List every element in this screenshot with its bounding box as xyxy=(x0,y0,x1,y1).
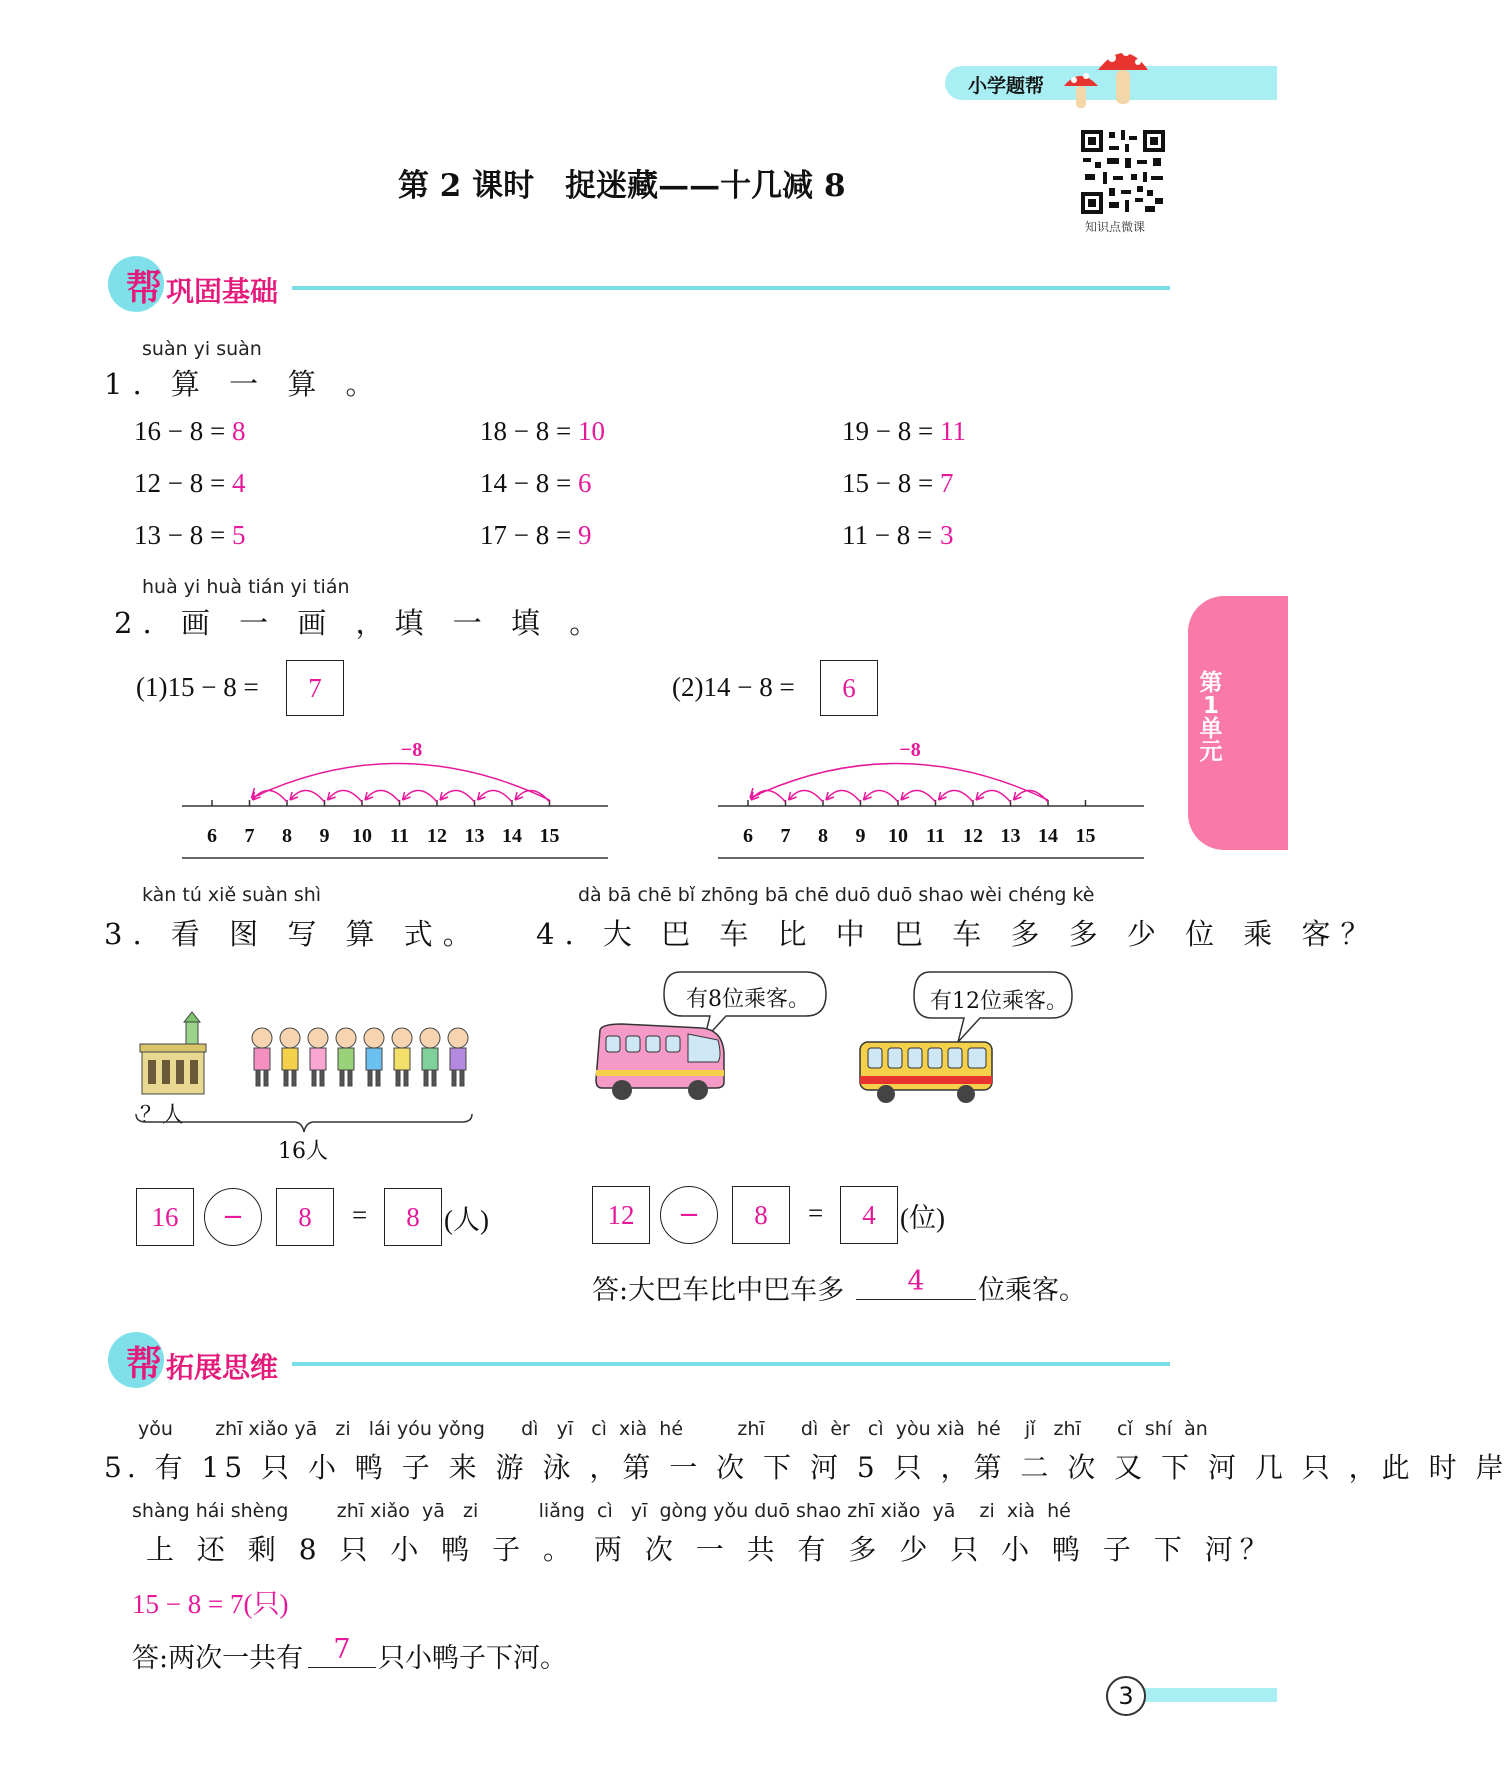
brand-label: 小学题帮 xyxy=(968,75,1045,97)
q4-minuend-box[interactable]: 12 xyxy=(592,1186,650,1244)
qr-caption: 知识点微课 xyxy=(1085,220,1146,234)
number-line-2-tick-label: 7 xyxy=(780,825,791,847)
q4-text: 4. 大 巴 车 比 中 巴 车 多 多 少 位 乘 客？ xyxy=(536,917,1380,951)
q2-part2-answer-box[interactable]: 6 xyxy=(820,660,878,716)
section-divider xyxy=(292,286,1170,290)
number-line-2-tick-label: 11 xyxy=(926,825,945,847)
mushroom-icon xyxy=(1060,42,1150,114)
q3-result-box[interactable]: 8 xyxy=(384,1188,442,1246)
q5-text-line2: 上 还 剩 8 只 小 鸭 子 。 两 次 一 共 有 多 少 只 小 鸭 子 下 河？ xyxy=(146,1533,1275,1566)
number-line-1-tick-label: 14 xyxy=(502,825,522,847)
q4-pinyin: dà bā chē bǐ zhōng bā chē duō duō shao wèi chéng kè xyxy=(578,884,1095,906)
number-line-1-tick-label: 6 xyxy=(207,825,217,847)
q1-equation: 17 − 8 = xyxy=(480,520,572,550)
q4-answer-blank[interactable]: 4 xyxy=(856,1266,976,1300)
lesson-title: 第 2 课时 捉迷藏——十几减 8 xyxy=(398,168,846,204)
q1-answer[interactable]: 10 xyxy=(578,416,605,446)
number-line-2-tick-label: 9 xyxy=(855,825,866,847)
q1-equation: 19 − 8 = xyxy=(842,416,934,446)
number-line-1-hop-arc xyxy=(365,790,400,802)
q1-answer[interactable]: 3 xyxy=(940,520,954,550)
q1-answer[interactable]: 9 xyxy=(578,520,592,550)
big-bus-illustration xyxy=(856,1036,996,1106)
number-line-1-tick-label: 12 xyxy=(427,825,447,847)
q3-pinyin: kàn tú xiě suàn shì xyxy=(142,884,322,906)
q1-answer[interactable]: 7 xyxy=(940,468,954,498)
q3-minuend-box[interactable]: 16 xyxy=(136,1188,194,1246)
q1-equation: 12 − 8 = xyxy=(134,468,226,498)
q1-equation: 11 − 8 = xyxy=(842,520,933,550)
q5-solution: 15 − 8 = 7(只) xyxy=(132,1589,289,1619)
q3-operator-circle[interactable]: − xyxy=(204,1188,262,1246)
q5-pinyin-line2: shàng hái shèng zhī xiǎo yā zi liǎng cì yī gòng yǒu duō shao zhī xiǎo yā zi xià hé xyxy=(132,1500,1071,1522)
q3-equals: = xyxy=(352,1200,368,1230)
number-line-1-hop-arc xyxy=(290,790,325,802)
number-line-2-tick-label: 14 xyxy=(1038,825,1058,847)
number-line-2-tick-label: 15 xyxy=(1075,825,1096,847)
number-line-2-tick-label: 8 xyxy=(818,825,828,847)
q1-text: 1. 算 一 算 。 xyxy=(104,367,385,401)
number-line-1-hop-arc xyxy=(403,790,438,802)
footer-bar xyxy=(1140,1688,1277,1702)
number-line-1-tick-label: 7 xyxy=(244,825,255,847)
q5-answer-suffix: 只小鸭子下河。 xyxy=(378,1643,567,1674)
q4-subtrahend-box[interactable]: 8 xyxy=(732,1186,790,1244)
q1-equation: 15 − 8 = xyxy=(842,468,934,498)
number-line-2-jump-label: −8 xyxy=(899,739,921,761)
q3-subtrahend-box[interactable]: 8 xyxy=(276,1188,334,1246)
q3-unit: (人) xyxy=(444,1205,489,1235)
number-line-2-hop-arc xyxy=(864,790,899,802)
q2-part1-answer-box[interactable]: 7 xyxy=(286,660,344,716)
number-line-2-hop-arc xyxy=(789,790,824,802)
q1-equation: 16 − 8 = xyxy=(134,416,226,446)
q5-answer-blank[interactable]: 7 xyxy=(308,1634,376,1668)
section-divider-2 xyxy=(292,1362,1170,1366)
section-title-extend: 拓展思维 xyxy=(166,1351,279,1384)
q1-equation: 13 − 8 = xyxy=(134,520,226,550)
number-line-2-hop-arc xyxy=(939,790,974,802)
q1-equation: 18 − 8 = xyxy=(480,416,572,446)
q3-text: 3. 看 图 写 算 式。 xyxy=(104,917,482,951)
children-illustration xyxy=(250,1024,476,1090)
speech-bubble-2-text: 有12位乘客。 xyxy=(930,989,1068,1014)
number-line-1 xyxy=(180,732,612,862)
number-line-1-tick-label: 9 xyxy=(319,825,330,847)
speech-bubble-1-text: 有8位乘客。 xyxy=(686,987,810,1012)
q2-part2-equation: (2)14 − 8 = xyxy=(672,672,795,702)
qr-code-icon xyxy=(1079,128,1167,216)
q4-result-box[interactable]: 4 xyxy=(840,1186,898,1244)
page-number: 3 xyxy=(1106,1676,1146,1716)
q1-answer[interactable]: 4 xyxy=(232,468,246,498)
house-illustration xyxy=(140,1012,210,1096)
number-line-1-hop-arc xyxy=(328,790,363,802)
number-line-2-hop-arc xyxy=(901,790,936,802)
q2-text: 2. 画 一 画 ，填 一 填 。 xyxy=(114,606,609,640)
q4-answer-prefix: 答:大巴车比中巴车多 xyxy=(592,1275,845,1306)
number-line-2 xyxy=(716,732,1148,862)
q3-unknown-label: ？人 xyxy=(140,1103,185,1128)
small-bus-illustration xyxy=(592,1022,728,1104)
q1-answer[interactable]: 8 xyxy=(232,416,246,446)
q4-unit: (位) xyxy=(900,1203,945,1233)
unit-side-tab-label: 第1单元 xyxy=(1199,670,1223,765)
number-line-1-jump-label: −8 xyxy=(400,739,423,761)
q1-equation: 14 − 8 = xyxy=(480,468,572,498)
number-line-1-hop-arc xyxy=(440,790,475,802)
number-line-1-hop-arc xyxy=(478,790,513,802)
q5-text-line1: 5. 有 15 只 小 鸭 子 来 游 泳 ，第 一 次 下 河 5 只 ，第 二 次 又 下 河 几 只 ，此 时 岸 xyxy=(104,1451,1508,1484)
section-badge: 帮 xyxy=(126,268,163,309)
q1-answer[interactable]: 11 xyxy=(940,416,966,446)
q5-answer-prefix: 答:两次一共有 xyxy=(132,1643,304,1674)
q1-answer[interactable]: 6 xyxy=(578,468,592,498)
number-line-2-hop-arc xyxy=(826,790,861,802)
number-line-1-tick-label: 11 xyxy=(390,825,409,847)
q1-pinyin: suàn yi suàn xyxy=(142,338,262,360)
section-title-basic: 巩固基础 xyxy=(166,275,279,308)
q2-pinyin: huà yi huà tián yi tián xyxy=(142,576,350,598)
q2-part1-equation: (1)15 − 8 = xyxy=(136,672,259,702)
q4-operator-circle[interactable]: − xyxy=(660,1186,718,1244)
q3-total-label: 16人 xyxy=(278,1139,328,1164)
number-line-1-tick-label: 10 xyxy=(352,825,372,847)
number-line-2-tick-label: 6 xyxy=(743,825,753,847)
number-line-1-tick-label: 8 xyxy=(282,825,292,847)
section-badge-2: 帮 xyxy=(126,1344,163,1385)
number-line-2-tick-label: 10 xyxy=(888,825,908,847)
q4-equals: = xyxy=(808,1198,824,1228)
number-line-2-hop-arc xyxy=(976,790,1011,802)
number-line-1-tick-label: 15 xyxy=(539,825,560,847)
q1-answer[interactable]: 5 xyxy=(232,520,246,550)
number-line-2-tick-label: 12 xyxy=(963,825,983,847)
number-line-1-tick-label: 13 xyxy=(464,825,485,847)
number-line-2-tick-label: 13 xyxy=(1000,825,1021,847)
q4-answer-suffix: 位乘客。 xyxy=(978,1275,1086,1306)
q5-pinyin-line1: yǒu zhī xiǎo yā zi lái yóu yǒng dì yī cì xià hé zhī dì èr cì yòu xià hé jǐ zhī cǐ shí àn xyxy=(138,1418,1208,1440)
